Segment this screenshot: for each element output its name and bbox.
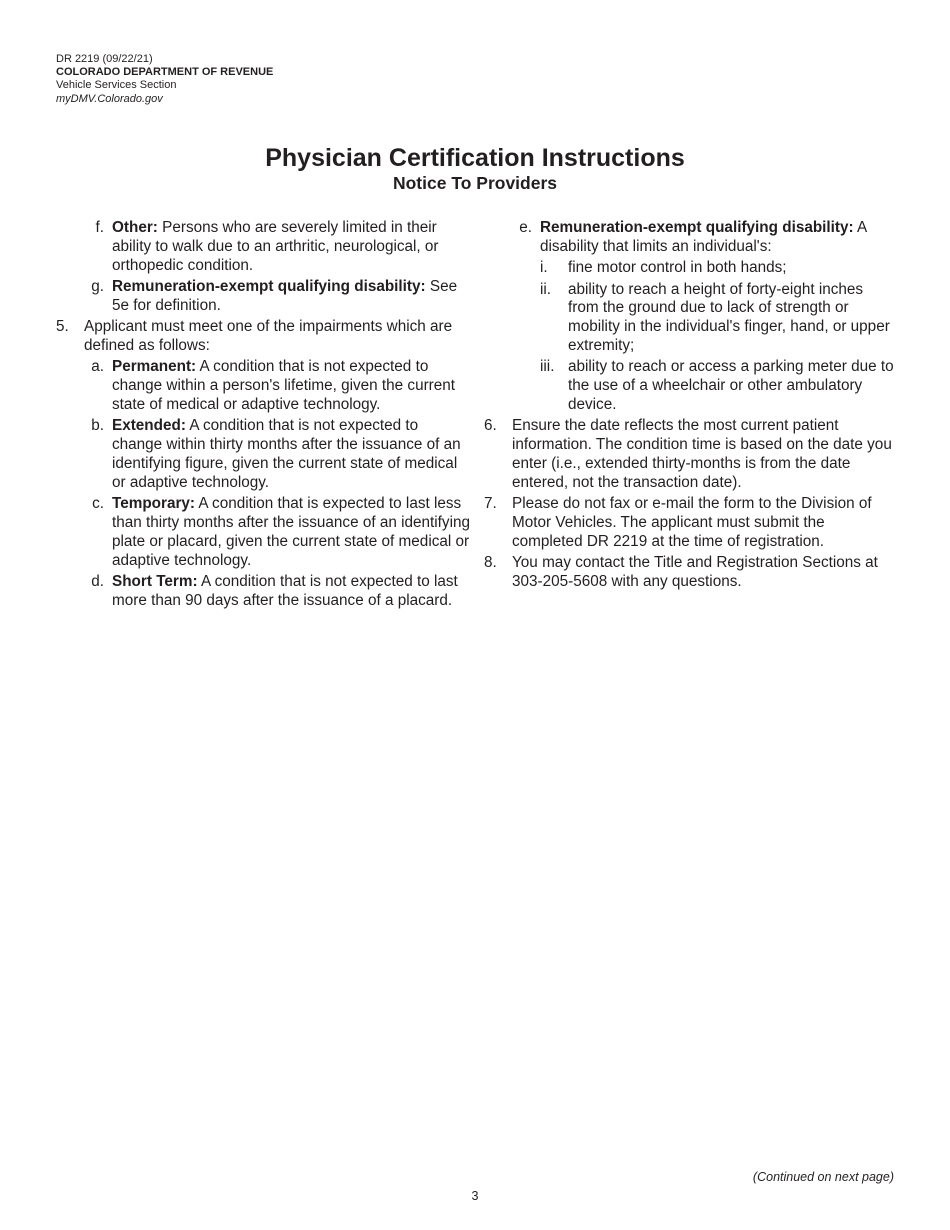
list-marker: d. [91,572,104,590]
page-subtitle: Notice To Providers [392,173,558,193]
form-id: DR 2219 (09/22/21) [56,53,153,65]
item-text: A condition that is not expected to change within thirty months after the issuance of an identifying figure, given the current state of medical or adaptive technology. [112,417,461,491]
list-marker: 7. [484,495,497,513]
term-label: Temporary: [112,495,196,513]
list-item-5 [56,318,470,356]
list-marker: b. [91,417,104,435]
list-item-i [484,259,894,278]
item-text: You may contact the Title and Registration Sections at 303-205-5608 with any questions. [512,554,878,590]
term-label: Short Term: [112,572,198,590]
list-item-b [56,417,470,492]
title-block [0,143,950,193]
list-marker: e. [519,219,532,236]
list-marker: f. [95,219,104,236]
item-text: See 5e for definition. [112,277,458,314]
term-label: Remuneration-exempt qualifying disability: [540,219,854,236]
list-item-c [56,495,470,570]
term-label: Remuneration-exempt qualifying disability: [112,277,426,295]
list-marker: a. [91,358,104,376]
list-item-6 [484,417,894,492]
list-item-a [56,358,470,414]
item-text: Persons who are severely limited in their ability to walk due to an arthritic, neurological, or orthopedic condition. [112,219,439,274]
list-marker: iii. [540,358,555,376]
list-item-ii [484,281,894,356]
term-label: Other: [112,219,158,236]
left-column [56,219,470,613]
list-marker: c. [92,495,104,513]
form-header [56,53,273,106]
page-number: 3 [471,1189,479,1203]
list-marker: ii. [540,280,552,298]
item-text: ability to reach a height of forty-eight inches from the ground due to lack of strength or mobility in the individual's finger, hand, or upper extremity; [568,280,890,354]
list-item-f [56,219,470,275]
list-marker: 8. [484,554,497,572]
section-name: Vehicle Services Section [56,79,177,92]
item-text: A condition that is expected to last less than thirty months after the issuance of an identifying plate or placard, given the current state of medical or adaptive technology. [112,495,470,569]
term-label: Permanent: [112,358,197,376]
list-item-7 [484,495,894,551]
list-marker: 5. [56,318,69,336]
item-text: ability to reach or access a parking meter due to the use of a wheelchair or other ambulatory device. [568,358,894,413]
item-text: Applicant must meet one of the impairments which are defined as follows: [84,318,453,354]
list-marker: i. [540,259,548,277]
list-item-iii [484,358,894,414]
list-marker: g. [91,277,104,295]
list-item-d [56,573,470,611]
department-name: COLORADO DEPARTMENT OF REVENUE [56,66,274,79]
item-text: A condition that is not expected to last more than 90 days after the issuance of a placard. [112,572,458,609]
list-item-g [56,278,470,316]
item-text: A condition that is not expected to change within a person's lifetime, given the current state of medical or adaptive technology. [112,358,456,413]
list-marker: 6. [484,417,497,435]
term-label: Extended: [112,417,186,435]
list-item-8 [484,554,894,592]
item-text: Ensure the date reflects the most current patient information. The condition time is based on the date you enter (i.e., extended thirty-months is from the date entered, not the transaction date). [512,417,892,491]
item-text: Please do not fax or e-mail the form to the Division of Motor Vehicles. The applicant must submit the completed DR 2219 at the time of registration. [512,495,872,550]
website: myDMV.Colorado.gov [56,92,163,105]
page-title: Physician Certification Instructions [265,144,685,172]
list-item-e [484,219,894,257]
item-text: A disability that limits an individual's: [540,219,867,255]
continued-note: (Continued on next page) [752,1170,894,1184]
item-text: fine motor control in both hands; [568,259,787,277]
right-column [484,219,894,594]
